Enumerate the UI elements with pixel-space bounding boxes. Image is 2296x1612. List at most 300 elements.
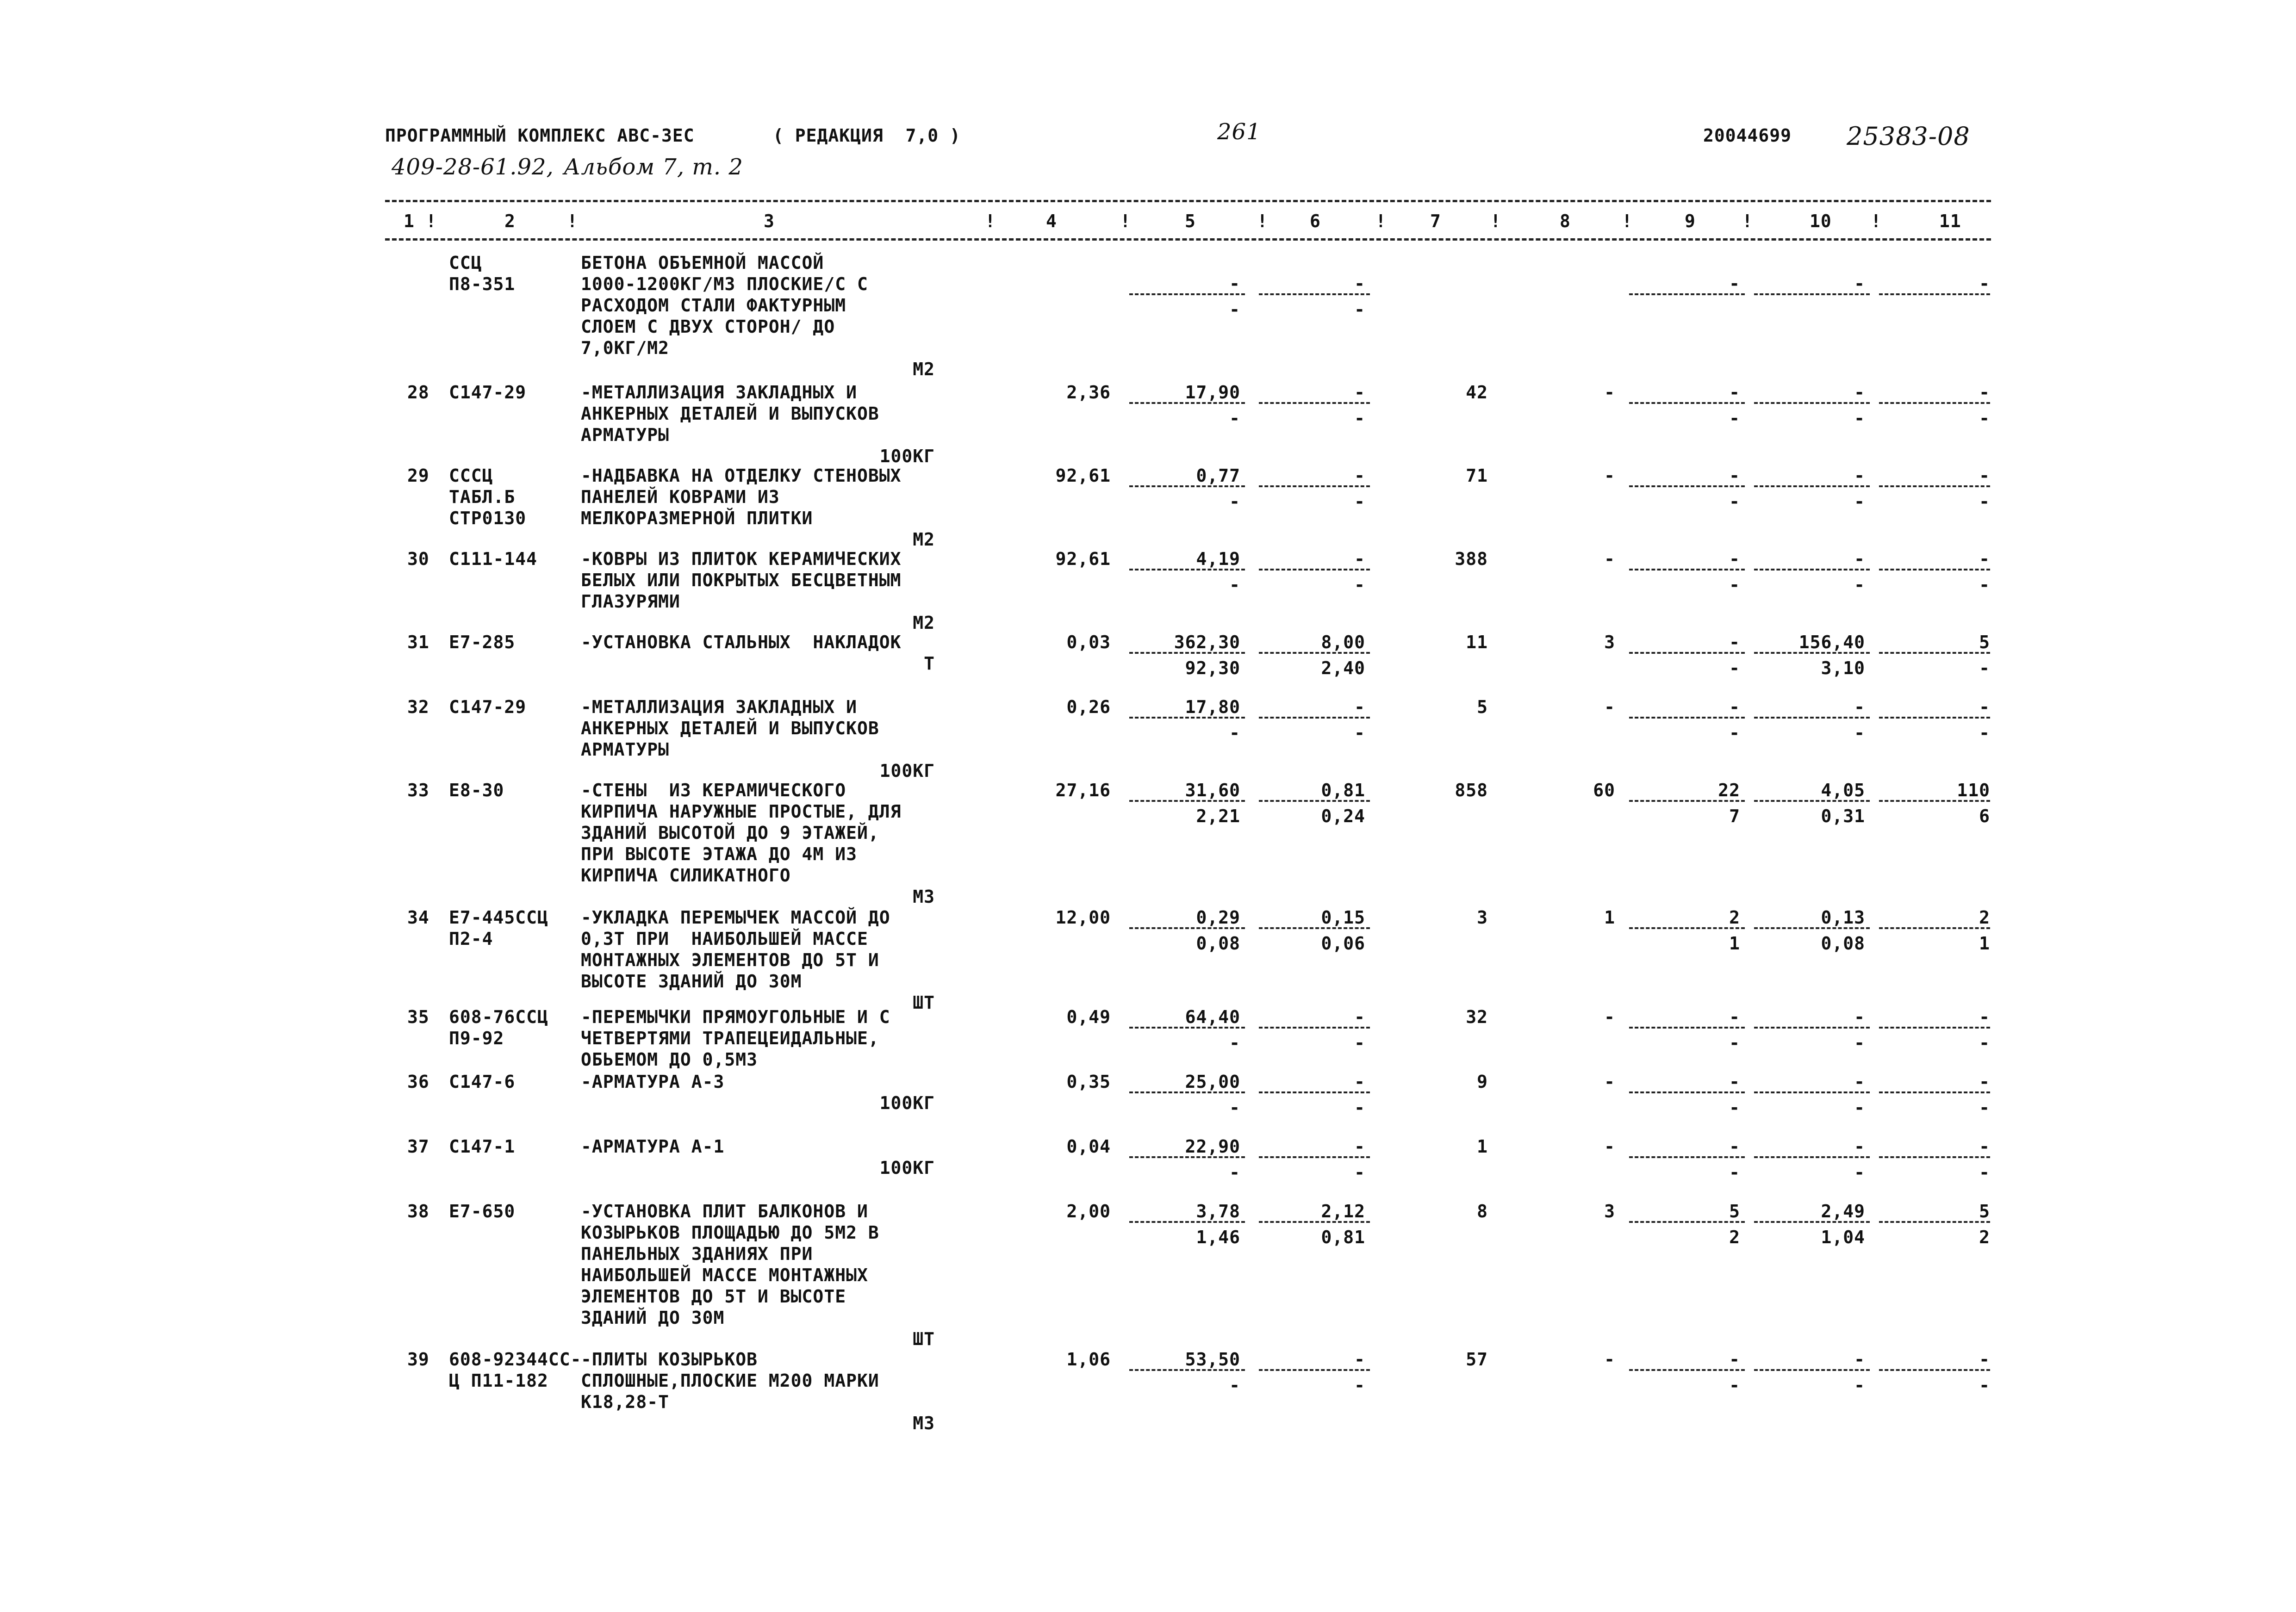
cell-col5-sub: -: [1229, 491, 1240, 512]
row-description: АНКЕРНЫХ ДЕТАЛЕЙ И ВЫПУСКОВ: [581, 403, 879, 424]
cell-col9: -: [1729, 549, 1740, 569]
cell-col10: 0,13: [1821, 907, 1865, 928]
row-unit: ШТ: [913, 992, 935, 1013]
subtotal-rule: [1754, 717, 1870, 719]
cell-col11: -: [1979, 1136, 1990, 1157]
cell-col11: 5: [1979, 632, 1990, 652]
cell-col9-sub: -: [1729, 1162, 1740, 1183]
cell-col9: -: [1729, 632, 1740, 652]
subtotal-rule: [1129, 800, 1245, 802]
cell-col10-sub: -: [1854, 408, 1865, 428]
cell-col6: 8,00: [1321, 632, 1365, 652]
row-description: ПРИ ВЫСОТЕ ЭТАЖА ДО 4М ИЗ: [581, 844, 857, 864]
cell-col5-sub: -: [1229, 575, 1240, 595]
row-description: МЕЛКОРАЗМЕРНОЙ ПЛИТКИ: [581, 508, 813, 528]
cell-col5: 3,78: [1196, 1201, 1240, 1221]
row-code: СССЦ: [449, 465, 493, 486]
cell-col6-sub: 0,06: [1321, 933, 1365, 954]
row-code: Е8-30: [449, 780, 504, 800]
row-number: 29: [407, 465, 429, 486]
row-code: Е7-445ССЦ: [449, 907, 548, 928]
row-unit: 100КГ: [879, 1158, 935, 1178]
cell-col9: -: [1729, 1072, 1740, 1092]
cell-col11-sub: -: [1979, 408, 1990, 428]
cell-col9-sub: -: [1729, 1375, 1740, 1395]
subtotal-rule: [1879, 652, 1990, 654]
row-description: ПАНЕЛЬНЫХ ЗДАНИЯХ ПРИ: [581, 1244, 813, 1264]
row-code: 608-92344СС-: [449, 1349, 582, 1370]
row-description: РАСХОДОМ СТАЛИ ФАКТУРНЫМ: [581, 295, 846, 316]
cell-col4: 27,16: [1055, 780, 1111, 800]
row-code: С147-6: [449, 1072, 516, 1092]
cell-col10: -: [1854, 1007, 1865, 1027]
row-description: СЛОЕМ С ДВУХ СТОРОН/ ДО: [581, 316, 835, 337]
cell-col9: -: [1729, 273, 1740, 294]
cell-col7: 42: [1466, 382, 1488, 403]
cell-col4: 92,61: [1055, 465, 1111, 486]
cell-col5-sub: 92,30: [1185, 658, 1240, 678]
cell-col6-sub: -: [1354, 1097, 1365, 1118]
column-header-10: 10: [1810, 211, 1832, 231]
row-code: Е7-285: [449, 632, 516, 652]
row-description: КИРПИЧА СИЛИКАТНОГО: [581, 865, 791, 886]
row-code: 608-76ССЦ: [449, 1007, 548, 1027]
cell-col11-sub: 6: [1979, 806, 1990, 826]
row-unit: М3: [913, 1413, 935, 1433]
row-description: НАИБОЛЬШЕЙ МАССЕ МОНТАЖНЫХ: [581, 1265, 868, 1285]
row-number: 28: [407, 382, 429, 403]
cell-col6: -: [1354, 1007, 1365, 1027]
row-unit: М2: [913, 613, 935, 633]
row-description: -КОВРЫ ИЗ ПЛИТОК КЕРАМИЧЕСКИХ: [581, 549, 902, 569]
cell-col5-sub: 2,21: [1196, 806, 1240, 826]
cell-col6: -: [1354, 382, 1365, 403]
subtotal-rule: [1129, 402, 1245, 404]
subtotal-rule: [1879, 485, 1990, 487]
column-separator: !: [985, 211, 996, 231]
subtotal-rule: [1129, 717, 1245, 719]
subtotal-rule: [1129, 1156, 1245, 1158]
cell-col5: 17,90: [1185, 382, 1240, 403]
column-separator: !: [1120, 211, 1131, 231]
row-code: СТР0130: [449, 508, 527, 528]
subtotal-rule: [1754, 927, 1870, 929]
row-unit: М3: [913, 887, 935, 907]
row-code: С147-29: [449, 697, 527, 717]
cell-col6: 0,15: [1321, 907, 1365, 928]
row-description: -СТЕНЫ ИЗ КЕРАМИЧЕСКОГО: [581, 780, 846, 800]
cell-col5-sub: 1,46: [1196, 1227, 1240, 1247]
cell-col8: 60: [1593, 780, 1615, 800]
cell-col5: 22,90: [1185, 1136, 1240, 1157]
cell-col11-sub: -: [1979, 575, 1990, 595]
cell-col11-sub: -: [1979, 1375, 1990, 1395]
cell-col10: 156,40: [1798, 632, 1865, 652]
subtotal-rule: [1879, 927, 1990, 929]
cell-col10-sub: 1,04: [1821, 1227, 1865, 1247]
cell-col10-sub: 3,10: [1821, 658, 1865, 678]
subtotal-rule: [1754, 485, 1870, 487]
cell-col6: -: [1354, 1349, 1365, 1370]
cell-col9-sub: -: [1729, 658, 1740, 678]
cell-col11: -: [1979, 273, 1990, 294]
row-description: ВЫСОТЕ ЗДАНИЙ ДО 30М: [581, 971, 802, 992]
subtotal-rule: [1879, 1027, 1990, 1029]
column-header-2: 2: [504, 211, 516, 231]
cell-col11-sub: -: [1979, 1097, 1990, 1118]
row-description: ЧЕТВЕРТЯМИ ТРАПЕЦЕИДАЛЬНЫЕ,: [581, 1028, 879, 1048]
cell-col7: 32: [1466, 1007, 1488, 1027]
cell-col4: 0,03: [1066, 632, 1111, 652]
row-description: СПЛОШНЫЕ,ПЛОСКИЕ М200 МАРКИ: [581, 1370, 879, 1391]
row-unit: М2: [913, 529, 935, 550]
cell-col11: -: [1979, 697, 1990, 717]
row-description: 7,0КГ/М2: [581, 338, 670, 358]
cell-col6: -: [1354, 549, 1365, 569]
cell-col6-sub: -: [1354, 408, 1365, 428]
subtotal-rule: [1879, 717, 1990, 719]
row-number: 38: [407, 1201, 429, 1221]
row-code: П9-92: [449, 1028, 504, 1048]
column-header-6: 6: [1310, 211, 1321, 231]
column-separator: !: [1375, 211, 1387, 231]
cell-col4: 92,61: [1055, 549, 1111, 569]
subtotal-rule: [1754, 1091, 1870, 1093]
subtotal-rule: [1754, 1221, 1870, 1223]
cell-col11: -: [1979, 1007, 1990, 1027]
row-description: ЗДАНИЙ ВЫСОТОЙ ДО 9 ЭТАЖЕЙ,: [581, 823, 879, 843]
cell-col5: 4,19: [1196, 549, 1240, 569]
cell-col5: 25,00: [1185, 1072, 1240, 1092]
row-description: -ПЕРЕМЫЧКИ ПРЯМОУГОЛЬНЫЕ И С: [581, 1007, 890, 1027]
column-header-3: 3: [764, 211, 775, 231]
cell-col7: 9: [1477, 1072, 1488, 1092]
row-description: -УСТАНОВКА ПЛИТ БАЛКОНОВ И: [581, 1201, 868, 1221]
cell-col5-sub: -: [1229, 1097, 1240, 1118]
cell-col10-sub: -: [1854, 1375, 1865, 1395]
row-number: 30: [407, 549, 429, 569]
subtotal-rule: [1879, 1091, 1990, 1093]
column-separator: !: [1622, 211, 1633, 231]
column-header-4: 4: [1046, 211, 1057, 231]
row-number: 35: [407, 1007, 429, 1027]
row-code: П2-4: [449, 929, 493, 949]
cell-col4: 2,00: [1066, 1201, 1111, 1221]
cell-col10: -: [1854, 1136, 1865, 1157]
header-bottom-rule: [385, 238, 1991, 241]
cell-col11-sub: 1: [1979, 933, 1990, 954]
row-description: КИРПИЧА НАРУЖНЫЕ ПРОСТЫЕ, ДЛЯ: [581, 801, 902, 822]
cell-col8: -: [1604, 1349, 1615, 1370]
cell-col9: -: [1729, 697, 1740, 717]
cell-col6: 0,81: [1321, 780, 1365, 800]
cell-col6: 2,12: [1321, 1201, 1365, 1221]
subtotal-rule: [1879, 1369, 1990, 1371]
subtotal-rule: [1629, 1221, 1745, 1223]
album-number: 409-28-61.92,: [392, 154, 554, 180]
cell-col10-sub: -: [1854, 1162, 1865, 1183]
cell-col6-sub: 0,81: [1321, 1227, 1365, 1247]
cell-col4: 0,49: [1066, 1007, 1111, 1027]
cell-col8: -: [1604, 1136, 1615, 1157]
subtotal-rule: [1629, 293, 1745, 295]
row-description: -ПЛИТЫ КОЗЫРЬКОВ: [581, 1349, 758, 1370]
row-number: 33: [407, 780, 429, 800]
cell-col5-sub: -: [1229, 408, 1240, 428]
cell-col8: -: [1604, 465, 1615, 486]
cell-col11-sub: -: [1979, 723, 1990, 743]
cell-col11-sub: -: [1979, 658, 1990, 678]
row-description: -УСТАНОВКА СТАЛЬНЫХ НАКЛАДОК: [581, 632, 902, 652]
row-number: 39: [407, 1349, 429, 1370]
page-number: 261: [1217, 119, 1261, 145]
row-code: Е7-650: [449, 1201, 516, 1221]
cell-col9: -: [1729, 1349, 1740, 1370]
cell-col7: 8: [1477, 1201, 1488, 1221]
cell-col6-sub: -: [1354, 1375, 1365, 1395]
column-separator: !: [567, 211, 578, 231]
cell-col6-sub: -: [1354, 1162, 1365, 1183]
subtotal-rule: [1129, 652, 1245, 654]
subtotal-rule: [1629, 1369, 1745, 1371]
row-code: С111-144: [449, 549, 538, 569]
cell-col9-sub: -: [1729, 1097, 1740, 1118]
cell-col5: 0,29: [1196, 907, 1240, 928]
cell-col11: -: [1979, 549, 1990, 569]
cell-col9: 5: [1729, 1201, 1740, 1221]
cell-col10: -: [1854, 1349, 1865, 1370]
cell-col7: 388: [1455, 549, 1488, 569]
cell-col5: 17,80: [1185, 697, 1240, 717]
cell-col9-sub: 1: [1729, 933, 1740, 954]
cell-col11: -: [1979, 1072, 1990, 1092]
cell-col7: 71: [1466, 465, 1488, 486]
column-header-9: 9: [1685, 211, 1696, 231]
subtotal-rule: [1754, 293, 1870, 295]
cell-col4: 0,35: [1066, 1072, 1111, 1092]
subtotal-rule: [1879, 293, 1990, 295]
cell-col11-sub: -: [1979, 491, 1990, 512]
row-description: 0,3Т ПРИ НАИБОЛЬШЕЙ МАССЕ: [581, 929, 868, 949]
row-code: ТАБЛ.Б: [449, 487, 516, 507]
cell-col6: -: [1354, 1136, 1365, 1157]
cell-col10-sub: -: [1854, 1033, 1865, 1053]
subtotal-rule: [1129, 569, 1245, 570]
column-separator: !: [1742, 211, 1753, 231]
handwritten-code: 25383-08: [1847, 122, 1970, 151]
cell-col11-sub: 2: [1979, 1227, 1990, 1247]
cell-col8: -: [1604, 1072, 1615, 1092]
cell-col9: 22: [1718, 780, 1740, 800]
cell-col10: -: [1854, 382, 1865, 403]
column-separator: !: [1490, 211, 1501, 231]
row-code: П8-351: [449, 274, 516, 294]
cell-col10-sub: -: [1854, 575, 1865, 595]
cell-col10-sub: -: [1854, 491, 1865, 512]
subtotal-rule: [1754, 1027, 1870, 1029]
subtotal-rule: [1129, 1091, 1245, 1093]
cell-col11-sub: -: [1979, 1162, 1990, 1183]
cell-col8: -: [1604, 549, 1615, 569]
cell-col11: -: [1979, 1349, 1990, 1370]
cell-col8: -: [1604, 1007, 1615, 1027]
row-description: -МЕТАЛЛИЗАЦИЯ ЗАКЛАДНЫХ И: [581, 382, 857, 403]
cell-col5: 0,77: [1196, 465, 1240, 486]
cell-col10-sub: -: [1854, 1097, 1865, 1118]
subtotal-rule: [1754, 1156, 1870, 1158]
cell-col6: -: [1354, 697, 1365, 717]
cell-col10-sub: 0,08: [1821, 933, 1865, 954]
subtotal-rule: [1879, 569, 1990, 570]
cell-col7: 1: [1477, 1136, 1488, 1157]
cell-col11-sub: -: [1979, 1033, 1990, 1053]
row-code: ССЦ: [449, 253, 482, 273]
cell-col9-sub: -: [1729, 408, 1740, 428]
row-number: 31: [407, 632, 429, 652]
subtotal-rule: [1629, 569, 1745, 570]
cell-col4: 12,00: [1055, 907, 1111, 928]
row-code: С147-29: [449, 382, 527, 403]
row-unit: 100КГ: [879, 446, 935, 466]
subtotal-rule: [1129, 293, 1245, 295]
subtotal-rule: [1879, 800, 1990, 802]
subtotal-rule: [1259, 293, 1370, 295]
row-description: -МЕТАЛЛИЗАЦИЯ ЗАКЛАДНЫХ И: [581, 697, 857, 717]
column-header-1: 1: [404, 211, 415, 231]
subtotal-rule: [1629, 800, 1745, 802]
row-unit: ШТ: [913, 1329, 935, 1349]
cell-col9-sub: 2: [1729, 1227, 1740, 1247]
row-description: 1000-1200КГ/М3 ПЛОСКИЕ/С С: [581, 274, 868, 294]
cell-col4: 0,26: [1066, 697, 1111, 717]
cell-col5-sub: -: [1229, 1033, 1240, 1053]
edition-label: ( РЕДАКЦИЯ 7,0 ): [773, 125, 961, 146]
cell-col9-sub: -: [1729, 575, 1740, 595]
subtotal-rule: [1629, 652, 1745, 654]
row-number: 36: [407, 1072, 429, 1092]
row-code: Ц П11-182: [449, 1370, 548, 1391]
subtotal-rule: [1129, 485, 1245, 487]
cell-col11: 5: [1979, 1201, 1990, 1221]
cell-col9: -: [1729, 1007, 1740, 1027]
cell-col5-sub: -: [1229, 1375, 1240, 1395]
subtotal-rule: [1754, 800, 1870, 802]
program-title: ПРОГРАММНЫЙ КОМПЛЕКС АВС-ЗЕС: [385, 125, 695, 146]
cell-col7: 11: [1466, 632, 1488, 652]
row-description: ОБЬЕМОМ ДО 0,5М3: [581, 1049, 758, 1070]
row-description: ПАНЕЛЕЙ КОВРАМИ ИЗ: [581, 487, 780, 507]
cell-col11: 110: [1957, 780, 1990, 800]
cell-col6-sub: -: [1354, 1033, 1365, 1053]
cell-col7: 858: [1455, 780, 1488, 800]
cell-col9-sub: -: [1729, 723, 1740, 743]
cell-col5-sub: 0,08: [1196, 933, 1240, 954]
cell-col8: 3: [1604, 1201, 1615, 1221]
cell-col6-sub: 0,24: [1321, 806, 1365, 826]
column-header-8: 8: [1560, 211, 1571, 231]
cell-col5: 53,50: [1185, 1349, 1240, 1370]
cell-col10: -: [1854, 465, 1865, 486]
subtotal-rule: [1629, 402, 1745, 404]
row-unit: 100КГ: [879, 761, 935, 781]
row-number: 32: [407, 697, 429, 717]
subtotal-rule: [1629, 1156, 1745, 1158]
cell-col11: -: [1979, 465, 1990, 486]
cell-col6: -: [1354, 1072, 1365, 1092]
cell-col6-sub: 2,40: [1321, 658, 1365, 678]
subtotal-rule: [1754, 652, 1870, 654]
row-description: БЕТОНА ОБЪЕМНОЙ МАССОЙ: [581, 253, 824, 273]
cell-col5-sub: -: [1229, 299, 1240, 320]
cell-col9: -: [1729, 382, 1740, 403]
row-description: ГЛАЗУРЯМИ: [581, 591, 680, 612]
subtotal-rule: [1629, 485, 1745, 487]
cell-col9-sub: -: [1729, 1033, 1740, 1053]
row-unit: М2: [913, 359, 935, 379]
row-description: К18,28-Т: [581, 1392, 670, 1412]
row-description: -НАДБАВКА НА ОТДЕЛКУ СТЕНОВЫХ: [581, 465, 902, 486]
cell-col6-sub: -: [1354, 575, 1365, 595]
cell-col9: -: [1729, 1136, 1740, 1157]
subtotal-rule: [1629, 717, 1745, 719]
column-header-11: 11: [1939, 211, 1961, 231]
cell-col5-sub: -: [1229, 1162, 1240, 1183]
subtotal-rule: [1754, 1369, 1870, 1371]
row-description: -АРМАТУРА А-3: [581, 1072, 725, 1092]
cell-col11: -: [1979, 382, 1990, 403]
cell-col8: -: [1604, 382, 1615, 403]
cell-col9: -: [1729, 465, 1740, 486]
row-number: 37: [407, 1136, 429, 1157]
subtotal-rule: [1129, 1221, 1245, 1223]
row-description: БЕЛЫХ ИЛИ ПОКРЫТЫХ БЕСЦВЕТНЫМ: [581, 570, 902, 590]
row-description: АРМАТУРЫ: [581, 739, 670, 760]
column-separator: !: [1257, 211, 1268, 231]
subtotal-rule: [1879, 402, 1990, 404]
cell-col4: 1,06: [1066, 1349, 1111, 1370]
subtotal-rule: [1129, 1369, 1245, 1371]
subtotal-rule: [1879, 1221, 1990, 1223]
cell-col8: 3: [1604, 632, 1615, 652]
cell-col9-sub: -: [1729, 491, 1740, 512]
cell-col8: 1: [1604, 907, 1615, 928]
subtotal-rule: [1879, 1156, 1990, 1158]
row-code: С147-1: [449, 1136, 516, 1157]
cell-col4: 0,04: [1066, 1136, 1111, 1157]
column-header-7: 7: [1430, 211, 1441, 231]
cell-col6: -: [1354, 273, 1365, 294]
row-description: -АРМАТУРА А-1: [581, 1136, 725, 1157]
cell-col5: 64,40: [1185, 1007, 1240, 1027]
row-description: ЭЛЕМЕНТОВ ДО 5Т И ВЫСОТЕ: [581, 1286, 846, 1307]
document-code: 20044699: [1703, 125, 1792, 146]
cell-col8: -: [1604, 697, 1615, 717]
row-description: КОЗЫРЬКОВ ПЛОЩАДЬЮ ДО 5М2 В: [581, 1222, 879, 1243]
column-separator: !: [426, 211, 437, 231]
subtotal-rule: [1129, 927, 1245, 929]
row-description: ЗДАНИЙ ДО 30М: [581, 1308, 725, 1328]
album-label: Альбом 7, т. 2: [564, 154, 743, 180]
subtotal-rule: [1754, 402, 1870, 404]
cell-col7: 3: [1477, 907, 1488, 928]
row-description: -УКЛАДКА ПЕРЕМЫЧЕК МАССОЙ ДО: [581, 907, 890, 928]
subtotal-rule: [1754, 569, 1870, 570]
cell-col10-sub: -: [1854, 723, 1865, 743]
cell-col7: 57: [1466, 1349, 1488, 1370]
column-header-5: 5: [1185, 211, 1196, 231]
cell-col6-sub: -: [1354, 491, 1365, 512]
cell-col5-sub: -: [1229, 723, 1240, 743]
